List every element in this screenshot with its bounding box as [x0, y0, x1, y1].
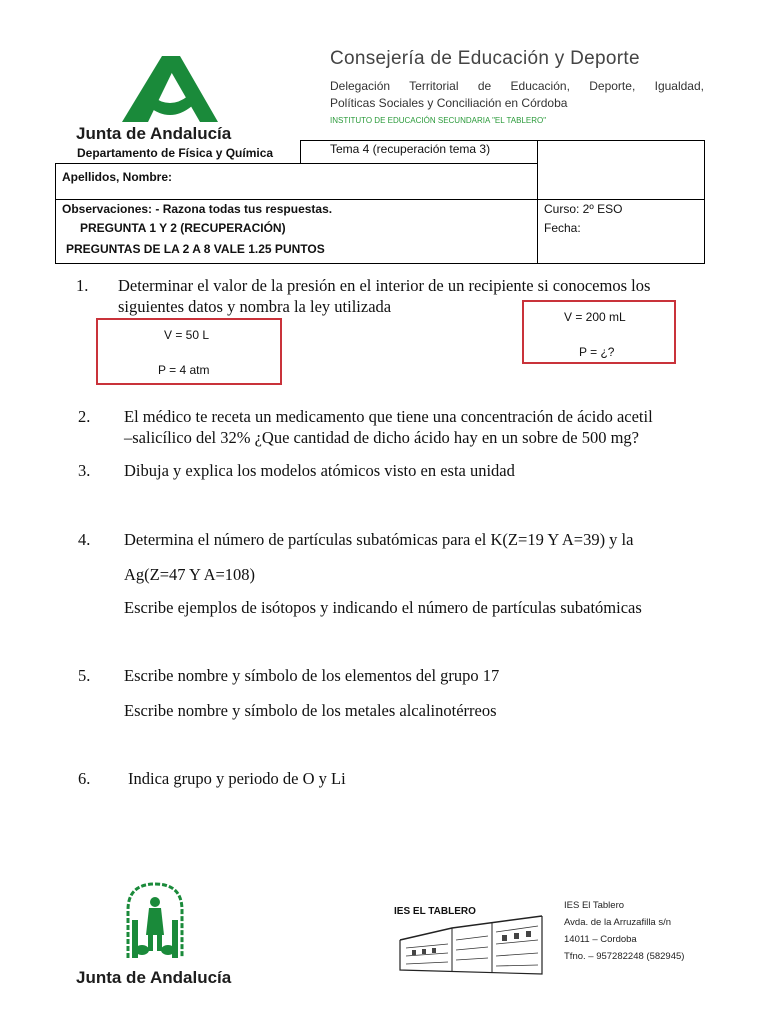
name-field[interactable]: Apellidos, Nombre: [62, 170, 173, 184]
question-text: –salicílico del 32% ¿Que cantidad de dicho ácido hay en un sobre de 500 mg? [124, 428, 639, 447]
observations-line2: PREGUNTA 1 Y 2 (RECUPERACIÓN) [80, 221, 286, 235]
institute-name: INSTITUTO DE EDUCACIÓN SECUNDARIA "EL TABLERO" [330, 116, 547, 125]
header-subtitle-line1: Delegación Territorial de Educación, Deporte, Igualdad, [330, 79, 704, 93]
table-border [55, 263, 705, 264]
pressure-value: P = ¿? [579, 345, 615, 359]
volume-value: V = 50 L [164, 328, 210, 342]
logo-text: Junta de Andalucía [76, 124, 232, 143]
table-border [55, 163, 56, 264]
table-border [300, 140, 705, 141]
table-border [55, 199, 705, 200]
address-line: 14011 – Cordoba [564, 934, 637, 945]
question-number: 3. [78, 461, 91, 480]
header-subtitle-line2: Políticas Sociales y Conciliación en Córdoba [330, 96, 568, 110]
question-text: Indica grupo y periodo de O y Li [128, 769, 346, 788]
table-border [300, 163, 537, 164]
question-number: 1. [76, 276, 89, 295]
question-number: 2. [78, 407, 91, 426]
question-text: Escribe nombre y símbolo de los elementos del grupo 17 [124, 666, 500, 685]
question-text: Ag(Z=47 Y A=108) [124, 565, 256, 584]
data-box-final [522, 300, 676, 364]
question-text: Determinar el valor de la presión en el interior de un recipiente si conocemos los [118, 276, 651, 295]
school-sign-text: IES EL TABLERO [394, 906, 476, 917]
question-text: Determina el número de partículas subatómicas para el K(Z=19 Y A=39) y la [124, 530, 634, 549]
andalucia-coat-of-arms-icon [124, 880, 186, 962]
question-text: siguientes datos y nombra la ley utilizada [118, 297, 392, 316]
address-line: IES El Tablero [564, 900, 625, 911]
question-text: El médico te receta un medicamento que tiene una concentración de ácido acetil [124, 407, 653, 426]
department-label: Departamento de Física y Química [77, 146, 274, 160]
question-text: Escribe ejemplos de isótopos y indicando el número de partículas subatómicas [124, 598, 642, 617]
pressure-value: P = 4 atm [158, 363, 210, 377]
question-number: 6. [78, 769, 91, 788]
topic-label: Tema 4 (recuperación tema 3) [330, 142, 491, 156]
question-number: 4. [78, 530, 91, 549]
volume-value: V = 200 mL [564, 310, 626, 324]
course-field: Curso: 2º ESO [544, 202, 623, 216]
phone-line: Tfno. – 957282248 (582945) [564, 951, 685, 962]
date-field[interactable]: Fecha: [544, 221, 581, 235]
footer-logo-text: Junta de Andalucía [76, 968, 232, 987]
header-title: Consejería de Educación y Deporte [330, 48, 640, 69]
data-box-initial [96, 318, 282, 385]
observations-line3: PREGUNTAS DE LA 2 A 8 VALE 1.25 PUNTOS [66, 242, 325, 256]
junta-andalucia-logo [108, 52, 232, 124]
school-building-image [392, 900, 550, 978]
question-text: Escribe nombre y símbolo de los metales alcalinotérreos [124, 701, 497, 720]
address-line: Avda. de la Arruzafilla s/n [564, 917, 672, 928]
table-border [55, 163, 300, 164]
table-border [537, 140, 538, 264]
question-text: Dibuja y explica los modelos atómicos visto en esta unidad [124, 461, 515, 480]
table-border [300, 140, 301, 164]
observations-text: Observaciones: - Razona todas tus respuestas. [62, 202, 333, 216]
question-number: 5. [78, 666, 91, 685]
table-border [704, 140, 705, 264]
